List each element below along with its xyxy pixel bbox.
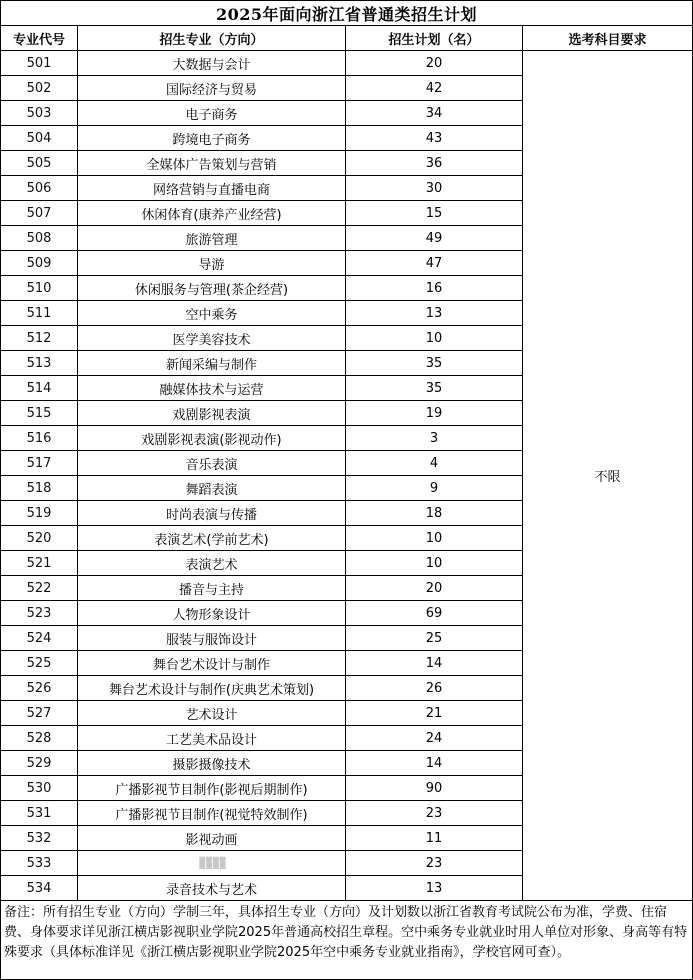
plan-count-cell: 35 [346, 351, 523, 376]
major-code-cell: 534 [1, 876, 78, 901]
plan-count-cell: 10 [346, 551, 523, 576]
major-name-cell: 摄影摄像技术 [78, 751, 346, 776]
major-code-cell: 513 [1, 351, 78, 376]
plan-count-cell: 19 [346, 401, 523, 426]
major-code-cell: 527 [1, 701, 78, 726]
major-code-cell: 523 [1, 601, 78, 626]
plan-count-cell: 90 [346, 776, 523, 801]
plan-count-cell: 43 [346, 126, 523, 151]
plan-count-cell: 14 [346, 651, 523, 676]
major-code-cell: 502 [1, 76, 78, 101]
plan-count-cell: 10 [346, 326, 523, 351]
major-name-cell: 舞台艺术设计与制作 [78, 651, 346, 676]
major-code-cell: 519 [1, 501, 78, 526]
plan-count-cell: 42 [346, 76, 523, 101]
major-code-cell: 511 [1, 301, 78, 326]
plan-count-cell: 20 [346, 576, 523, 601]
major-code-cell: 520 [1, 526, 78, 551]
major-name-cell: 服装与服饰设计 [78, 626, 346, 651]
major-name-cell: 融媒体技术与运营 [78, 376, 346, 401]
major-code-cell: 504 [1, 126, 78, 151]
major-name-cell: 戏剧影视表演 [78, 401, 346, 426]
plan-count-cell: 34 [346, 101, 523, 126]
header-requirement: 选考科目要求 [523, 26, 693, 51]
major-code-cell: 515 [1, 401, 78, 426]
major-code-cell: 521 [1, 551, 78, 576]
major-name-cell: 影视动画 [78, 826, 346, 851]
header-major: 招生专业（方向） [78, 26, 346, 51]
plan-count-cell: 21 [346, 701, 523, 726]
major-name-cell: 播音与主持 [78, 576, 346, 601]
header-plan: 招生计划（名） [346, 26, 523, 51]
major-name-cell: 跨境电子商务 [78, 126, 346, 151]
major-name-cell: 录音技术与艺术 [78, 876, 346, 901]
requirement-cell: 不限 [523, 51, 693, 901]
table-row [1, 51, 693, 76]
major-code-cell: 517 [1, 451, 78, 476]
plan-count-cell: 26 [346, 676, 523, 701]
major-code-cell: 514 [1, 376, 78, 401]
major-name-cell: 医学美容技术 [78, 326, 346, 351]
major-name-cell: 空中乘务 [78, 301, 346, 326]
major-name-cell: 表演艺术(学前艺术) [78, 526, 346, 551]
major-code-cell: 530 [1, 776, 78, 801]
plan-count-cell: 11 [346, 826, 523, 851]
plan-count-cell: 30 [346, 176, 523, 201]
major-code-cell: 525 [1, 651, 78, 676]
plan-count-cell: 23 [346, 851, 523, 876]
plan-count-cell: 23 [346, 801, 523, 826]
plan-count-cell: 24 [346, 726, 523, 751]
major-name-cell: 舞台艺术设计与制作(庆典艺术策划) [78, 676, 346, 701]
major-name-cell: 广播影视节目制作(影视后期制作) [78, 776, 346, 801]
major-name-cell [78, 851, 346, 876]
plan-count-cell: 16 [346, 276, 523, 301]
major-code-cell: 531 [1, 801, 78, 826]
major-name-cell: 国际经济与贸易 [78, 76, 346, 101]
major-code-cell: 510 [1, 276, 78, 301]
major-name-cell: 休闲服务与管理(茶企经营) [78, 276, 346, 301]
major-code-cell: 518 [1, 476, 78, 501]
major-name-cell: 休闲体育(康养产业经营) [78, 201, 346, 226]
plan-count-cell: 13 [346, 301, 523, 326]
major-name-cell: 时尚表演与传播 [78, 501, 346, 526]
major-code-cell: 512 [1, 326, 78, 351]
note-text: 备注：所有招生专业（方向）学制三年，具体招生专业（方向）及计划数以浙江省教育考试院公布为准，学费、住宿费、身体要求详见浙江横店影视职业学院2025年普通高校招生章程。空中乘务专业就业时用人单位对形象、身高等有特殊要求（具体标准详见《浙江横店影视职业学院2025年空中乘务专业就业指南》，学校官网可查）。 [1, 901, 693, 980]
plan-count-cell: 69 [346, 601, 523, 626]
major-name-cell: 全媒体广告策划与营销 [78, 151, 346, 176]
plan-count-cell: 49 [346, 226, 523, 251]
plan-count-cell: 9 [346, 476, 523, 501]
major-name-cell: 广播影视节目制作(视觉特效制作) [78, 801, 346, 826]
plan-count-cell: 4 [346, 451, 523, 476]
major-code-cell: 508 [1, 226, 78, 251]
image-watermark-icon: ▮▮▮▮ [197, 852, 226, 871]
major-name-cell: 工艺美术品设计 [78, 726, 346, 751]
plan-count-cell: 3 [346, 426, 523, 451]
plan-count-cell: 35 [346, 376, 523, 401]
major-code-cell: 516 [1, 426, 78, 451]
major-name-cell: 舞蹈表演 [78, 476, 346, 501]
major-code-cell: 507 [1, 201, 78, 226]
major-name-cell: 表演艺术 [78, 551, 346, 576]
major-code-cell: 505 [1, 151, 78, 176]
major-code-cell: 529 [1, 751, 78, 776]
major-code-cell: 509 [1, 251, 78, 276]
major-code-cell: 533 [1, 851, 78, 876]
major-name-cell: 人物形象设计 [78, 601, 346, 626]
table-title: 2025年面向浙江省普通类招生计划 [1, 1, 693, 26]
major-code-cell: 528 [1, 726, 78, 751]
major-name-cell: 网络营销与直播电商 [78, 176, 346, 201]
major-name-cell: 电子商务 [78, 101, 346, 126]
plan-count-cell: 36 [346, 151, 523, 176]
major-code-cell: 526 [1, 676, 78, 701]
plan-count-cell: 14 [346, 751, 523, 776]
major-name-cell: 新闻采编与制作 [78, 351, 346, 376]
major-code-cell: 501 [1, 51, 78, 76]
major-name-cell: 艺术设计 [78, 701, 346, 726]
plan-count-cell: 15 [346, 201, 523, 226]
major-name-cell: 戏剧影视表演(影视动作) [78, 426, 346, 451]
major-code-cell: 506 [1, 176, 78, 201]
major-name-cell: 大数据与会计 [78, 51, 346, 76]
plan-count-cell: 18 [346, 501, 523, 526]
major-code-cell: 503 [1, 101, 78, 126]
major-name-cell: 导游 [78, 251, 346, 276]
major-name-cell: 旅游管理 [78, 226, 346, 251]
plan-count-cell: 20 [346, 51, 523, 76]
plan-count-cell: 47 [346, 251, 523, 276]
major-code-cell: 522 [1, 576, 78, 601]
plan-count-cell: 10 [346, 526, 523, 551]
major-name-cell: 音乐表演 [78, 451, 346, 476]
major-code-cell: 532 [1, 826, 78, 851]
header-code: 专业代号 [1, 26, 78, 51]
plan-count-cell: 25 [346, 626, 523, 651]
plan-count-cell: 13 [346, 876, 523, 901]
major-code-cell: 524 [1, 626, 78, 651]
note-row [1, 901, 693, 980]
